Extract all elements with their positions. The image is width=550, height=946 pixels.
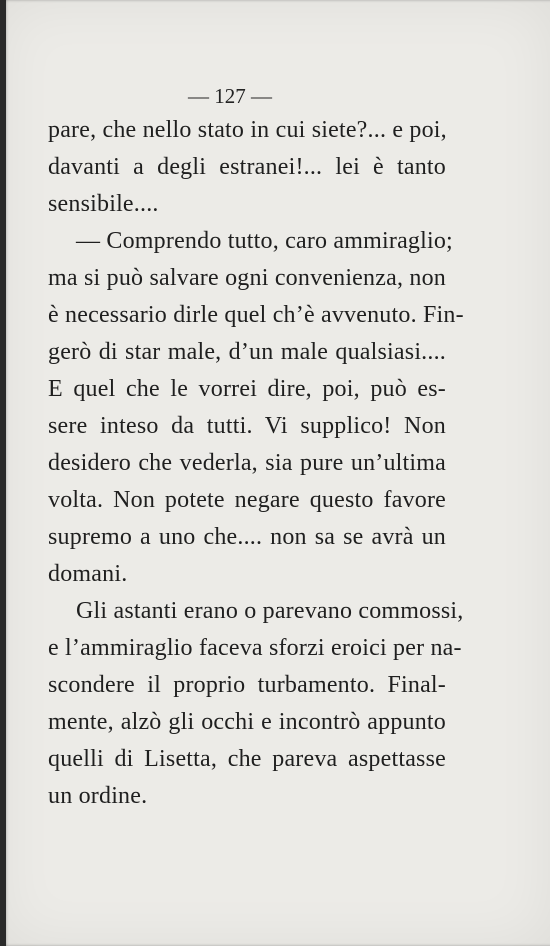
text-line-19: un ordine. xyxy=(48,783,148,809)
text-line-1: pare, che nello stato in cui siete?... e poi, xyxy=(48,117,447,143)
text-line-7: gerò di star male, d’un male qualsiasi.... xyxy=(48,339,446,365)
text-line-8: E quel che le vorrei dire, poi, può es- xyxy=(48,376,446,402)
text-line-17: mente, alzò gli occhi e incontrò appunto xyxy=(48,709,446,735)
text-line-14: Gli astanti erano o parevano commossi, xyxy=(76,598,464,624)
page-number: — 127 — xyxy=(188,84,272,108)
text-line-6: è necessario dirle quel ch’è avvenuto. Fin- xyxy=(48,302,464,328)
text-line-16: scondere il proprio turbamento. Final- xyxy=(48,672,446,698)
text-line-11: volta. Non potete negare questo favore xyxy=(48,487,446,513)
text-line-2: davanti a degli estranei!... lei è tanto xyxy=(48,154,446,180)
text-line-5: ma si può salvare ogni convenienza, non xyxy=(48,265,446,291)
text-line-10: desidero che vederla, sia pure un’ultima xyxy=(48,450,446,476)
text-line-4: — Comprendo tutto, caro ammiraglio; xyxy=(76,228,453,254)
text-line-15: e l’ammiraglio faceva sforzi eroici per na- xyxy=(48,635,462,661)
text-line-12: supremo a uno che.... non sa se avrà un xyxy=(48,524,446,550)
text-line-13: domani. xyxy=(48,561,128,587)
text-line-18: quelli di Lisetta, che pareva aspettasse xyxy=(48,746,446,772)
page-binding-edge xyxy=(0,0,6,946)
text-line-9: sere inteso da tutti. Vi supplico! Non xyxy=(48,413,446,439)
text-line-3: sensibile.... xyxy=(48,191,159,217)
